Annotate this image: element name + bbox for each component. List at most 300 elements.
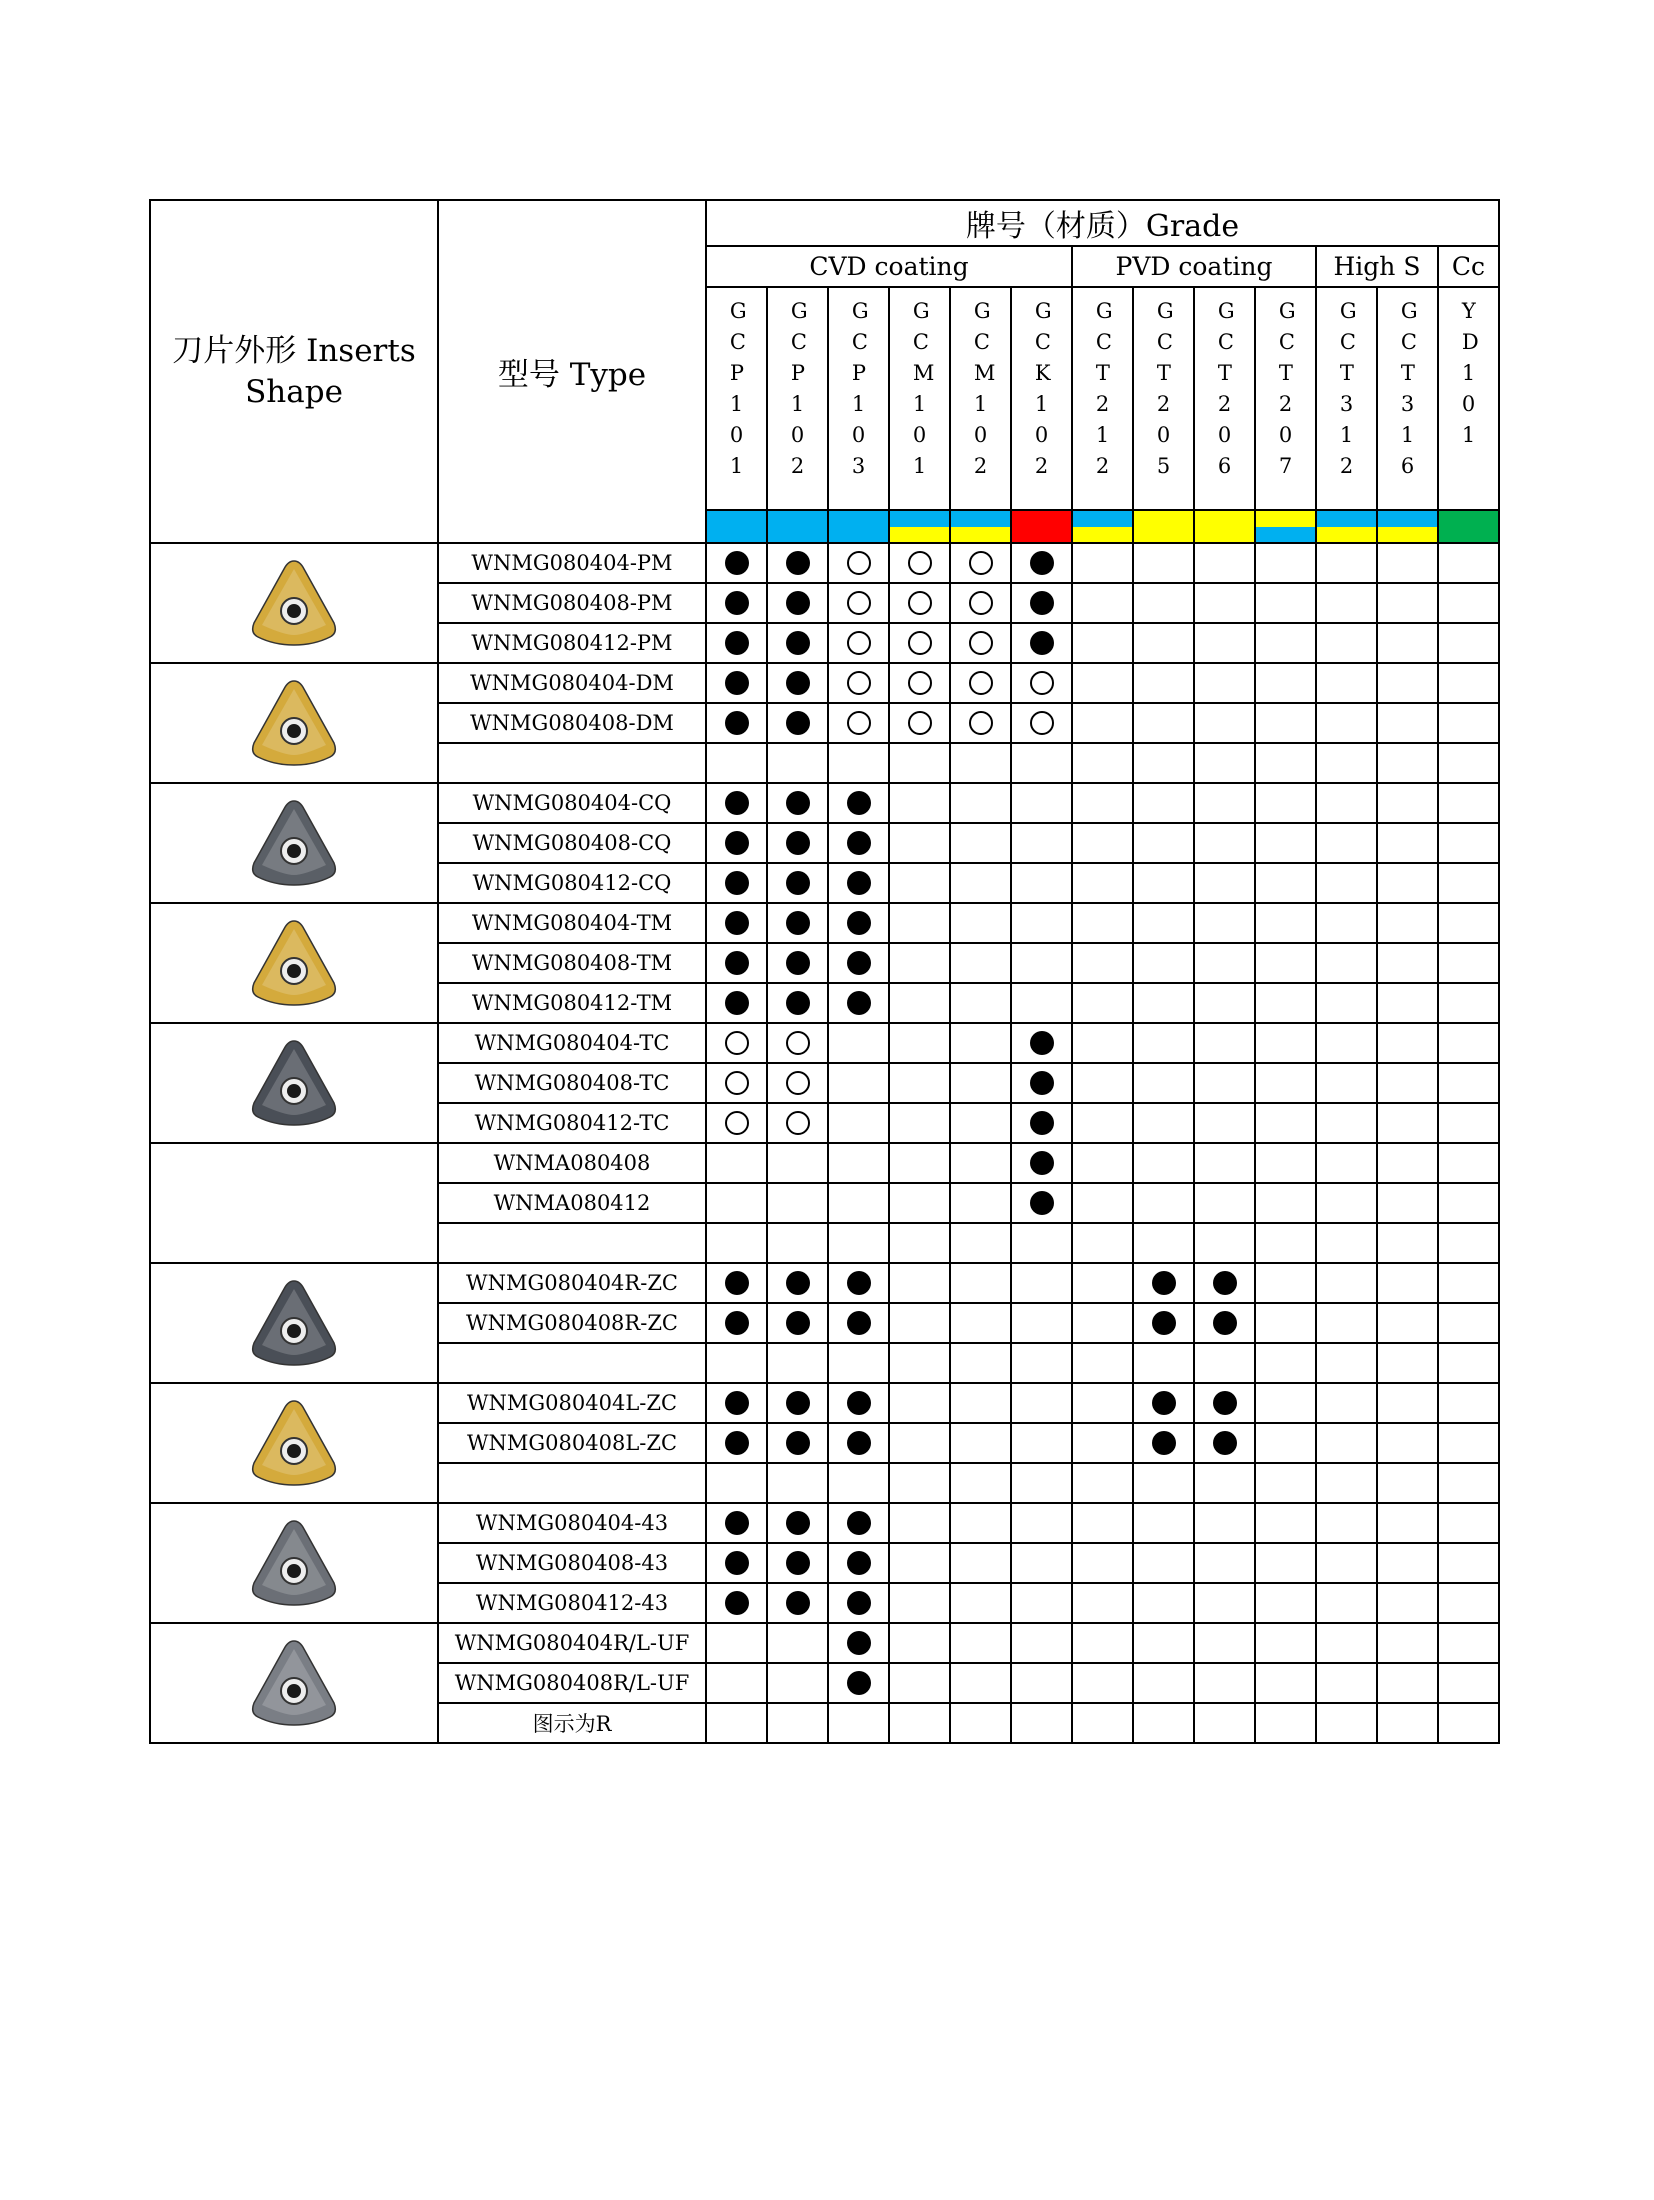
grade-mark-cell xyxy=(889,663,950,703)
recommended-dot-icon xyxy=(847,1511,871,1535)
grade-mark-cell xyxy=(950,1343,1011,1383)
applicable-circle-icon xyxy=(1030,671,1054,695)
grade-title-label: 牌号（材质）Grade xyxy=(965,209,1240,244)
recommended-dot-icon xyxy=(725,871,749,895)
recommended-dot-icon xyxy=(1213,1431,1237,1455)
grade-mark-cell xyxy=(1316,1063,1377,1103)
grade-mark-cell xyxy=(1072,1063,1133,1103)
grade-mark-cell xyxy=(950,1303,1011,1343)
grade-mark-cell xyxy=(767,1143,828,1183)
grade-mark-cell xyxy=(889,623,950,663)
grade-mark-cell xyxy=(1011,1303,1072,1343)
grade-mark-cell xyxy=(1194,1543,1255,1583)
grade-mark-cell xyxy=(1438,823,1499,863)
grade-mark-cell xyxy=(1438,1143,1499,1183)
recommended-dot-icon xyxy=(725,831,749,855)
grade-mark-cell xyxy=(1316,1103,1377,1143)
coating-group-header xyxy=(1316,246,1438,287)
insert-type-cell xyxy=(438,663,706,703)
grade-mark-cell xyxy=(1255,1383,1316,1423)
insert-type-cell xyxy=(438,1263,706,1303)
grade-mark-cell xyxy=(1072,1703,1133,1743)
recommended-dot-icon xyxy=(725,591,749,615)
grade-mark-cell xyxy=(767,1263,828,1303)
grade-code-gcp102 xyxy=(767,287,828,510)
recommended-dot-icon xyxy=(725,671,749,695)
grade-mark-cell xyxy=(1438,1583,1499,1623)
gray-insert-tc-icon xyxy=(244,1033,344,1133)
insert-type-label: WNMG080404R/L-UF xyxy=(454,1631,690,1655)
grade-mark-cell xyxy=(1316,823,1377,863)
grade-mark-cell xyxy=(828,1663,889,1703)
gray-insert-uf-icon xyxy=(244,1633,344,1733)
grade-mark-cell xyxy=(1377,1063,1438,1103)
grade-mark-cell xyxy=(1194,583,1255,623)
grade-mark-cell xyxy=(889,1703,950,1743)
grade-mark-cell xyxy=(889,1183,950,1223)
recommended-dot-icon xyxy=(1030,591,1054,615)
insert-type-cell xyxy=(438,1703,706,1743)
insert-type-label: 图示为R xyxy=(532,1712,612,1736)
recommended-dot-icon xyxy=(1152,1311,1176,1335)
grade-mark-cell xyxy=(767,543,828,583)
recommended-dot-icon xyxy=(725,1511,749,1535)
grade-mark-cell xyxy=(1194,1223,1255,1263)
grade-mark-cell xyxy=(889,983,950,1023)
insert-type-cell xyxy=(438,1663,706,1703)
recommended-dot-icon xyxy=(786,631,810,655)
grade-mark-cell xyxy=(1072,703,1133,743)
applicable-circle-icon xyxy=(847,551,871,575)
grade-mark-cell xyxy=(1377,1103,1438,1143)
grade-mark-cell xyxy=(706,1663,767,1703)
grade-mark-cell xyxy=(1316,1183,1377,1223)
grade-mark-cell xyxy=(1377,1023,1438,1063)
grade-mark-cell xyxy=(950,1023,1011,1063)
recommended-dot-icon xyxy=(1213,1271,1237,1295)
grade-mark-cell xyxy=(1133,1223,1194,1263)
grade-mark-cell xyxy=(767,743,828,783)
grade-mark-cell xyxy=(1377,743,1438,783)
grade-mark-cell xyxy=(1072,1423,1133,1463)
grade-mark-cell xyxy=(828,1423,889,1463)
grade-mark-cell xyxy=(828,623,889,663)
grade-mark-cell xyxy=(828,1143,889,1183)
grade-mark-cell xyxy=(1438,543,1499,583)
grade-mark-cell xyxy=(1377,823,1438,863)
insert-type-label: WNMG080408-TM xyxy=(471,951,673,975)
grade-mark-cell xyxy=(1255,703,1316,743)
table-row xyxy=(150,1383,1499,1423)
grade-mark-cell xyxy=(950,1383,1011,1423)
grade-mark-cell xyxy=(1255,1463,1316,1503)
grade-mark-cell xyxy=(1011,1543,1072,1583)
grade-mark-cell xyxy=(1316,1703,1377,1743)
grade-mark-cell xyxy=(950,1143,1011,1183)
recommended-dot-icon xyxy=(786,1391,810,1415)
grade-mark-cell xyxy=(950,583,1011,623)
grade-mark-cell xyxy=(950,983,1011,1023)
grade-color-stripe xyxy=(889,510,950,543)
grade-mark-cell xyxy=(767,1063,828,1103)
grade-mark-cell xyxy=(1072,823,1133,863)
grade-mark-cell xyxy=(1011,1503,1072,1543)
grade-mark-cell xyxy=(950,943,1011,983)
grade-mark-cell xyxy=(1255,743,1316,783)
insert-type-cell xyxy=(438,1623,706,1663)
grade-mark-cell xyxy=(828,1343,889,1383)
grade-mark-cell xyxy=(767,863,828,903)
coating-group-header xyxy=(1072,246,1316,287)
coating-group-header xyxy=(706,246,1072,287)
grade-mark-cell xyxy=(1438,743,1499,783)
grade-mark-cell xyxy=(1377,1383,1438,1423)
gray-insert-rzc-icon xyxy=(244,1273,344,1373)
table-row xyxy=(150,663,1499,703)
grade-mark-cell xyxy=(1133,743,1194,783)
grade-mark-cell xyxy=(1438,1063,1499,1103)
grade-mark-cell xyxy=(1133,623,1194,663)
grade-code-label: YD101 xyxy=(1461,299,1479,447)
grade-mark-cell xyxy=(1133,1303,1194,1343)
grade-mark-cell xyxy=(1133,703,1194,743)
insert-type-cell xyxy=(438,583,706,623)
grade-mark-cell xyxy=(950,743,1011,783)
grade-mark-cell xyxy=(1316,743,1377,783)
grade-code-label: GCT206 xyxy=(1217,299,1235,478)
grade-mark-cell xyxy=(889,1623,950,1663)
grade-mark-cell xyxy=(1011,1663,1072,1703)
grade-mark-cell xyxy=(1316,583,1377,623)
grade-mark-cell xyxy=(828,543,889,583)
grade-mark-cell xyxy=(1377,703,1438,743)
grade-mark-cell xyxy=(889,1423,950,1463)
grade-mark-cell xyxy=(828,1063,889,1103)
grade-mark-cell xyxy=(706,743,767,783)
grade-mark-cell xyxy=(1194,1343,1255,1383)
grade-mark-cell xyxy=(1255,583,1316,623)
grade-mark-cell xyxy=(1072,1663,1133,1703)
applicable-circle-icon xyxy=(969,671,993,695)
grade-mark-cell xyxy=(767,1023,828,1063)
table-row xyxy=(150,543,1499,583)
grade-mark-cell xyxy=(889,1263,950,1303)
recommended-dot-icon xyxy=(847,1311,871,1335)
insert-type-cell xyxy=(438,983,706,1023)
grade-mark-cell xyxy=(1133,1143,1194,1183)
table-row xyxy=(150,1623,1499,1663)
grade-mark-cell xyxy=(828,1623,889,1663)
recommended-dot-icon xyxy=(847,1631,871,1655)
recommended-dot-icon xyxy=(847,831,871,855)
grade-mark-cell xyxy=(950,1663,1011,1703)
insert-shape-cell xyxy=(150,543,438,663)
recommended-dot-icon xyxy=(847,1551,871,1575)
grade-mark-cell xyxy=(950,903,1011,943)
grade-color-stripe xyxy=(1011,510,1072,543)
gray-insert-cq-icon xyxy=(244,793,344,893)
recommended-dot-icon xyxy=(725,951,749,975)
applicable-circle-icon xyxy=(908,591,932,615)
grade-mark-cell xyxy=(1011,1703,1072,1743)
insert-type-cell xyxy=(438,1543,706,1583)
grade-mark-cell xyxy=(1194,1583,1255,1623)
grade-mark-cell xyxy=(767,1223,828,1263)
insert-type-cell xyxy=(438,1383,706,1423)
grade-mark-cell xyxy=(1377,1583,1438,1623)
insert-type-cell xyxy=(438,1583,706,1623)
recommended-dot-icon xyxy=(786,831,810,855)
table-row xyxy=(150,783,1499,823)
grade-mark-cell xyxy=(1255,1663,1316,1703)
grade-mark-cell xyxy=(889,1343,950,1383)
grade-code-label: GCT205 xyxy=(1156,299,1174,478)
grade-mark-cell xyxy=(1255,1063,1316,1103)
grade-mark-cell xyxy=(828,1463,889,1503)
grade-mark-cell xyxy=(1194,1063,1255,1103)
type-header xyxy=(438,200,706,543)
grade-color-stripe xyxy=(1377,510,1438,543)
grade-mark-cell xyxy=(1438,1343,1499,1383)
recommended-dot-icon xyxy=(847,791,871,815)
coating-group-header xyxy=(1438,246,1499,287)
grade-mark-cell xyxy=(706,1023,767,1063)
grade-mark-cell xyxy=(706,863,767,903)
recommended-dot-icon xyxy=(1030,1071,1054,1095)
grade-mark-cell xyxy=(1377,1703,1438,1743)
grade-mark-cell xyxy=(1194,663,1255,703)
recommended-dot-icon xyxy=(1030,551,1054,575)
grade-mark-cell xyxy=(1133,1703,1194,1743)
grade-mark-cell xyxy=(1011,1183,1072,1223)
insert-shape-cell xyxy=(150,1383,438,1503)
grade-mark-cell xyxy=(889,863,950,903)
grade-mark-cell xyxy=(1438,703,1499,743)
grade-mark-cell xyxy=(1316,1343,1377,1383)
recommended-dot-icon xyxy=(725,631,749,655)
grade-mark-cell xyxy=(1194,623,1255,663)
grade-mark-cell xyxy=(1133,1583,1194,1623)
recommended-dot-icon xyxy=(1152,1271,1176,1295)
gold-insert-pm-icon xyxy=(244,553,344,653)
grade-mark-cell xyxy=(767,983,828,1023)
grade-mark-cell xyxy=(1011,1343,1072,1383)
recommended-dot-icon xyxy=(725,791,749,815)
grade-mark-cell xyxy=(706,783,767,823)
grade-mark-cell xyxy=(1377,1543,1438,1583)
insert-type-cell xyxy=(438,1503,706,1543)
grade-mark-cell xyxy=(1072,983,1133,1023)
grade-color-stripe xyxy=(1438,510,1499,543)
grade-code-gck102 xyxy=(1011,287,1072,510)
grade-mark-cell xyxy=(1133,1623,1194,1663)
grade-title xyxy=(706,200,1499,246)
grade-color-stripe xyxy=(950,510,1011,543)
grade-mark-cell xyxy=(889,903,950,943)
grade-mark-cell xyxy=(1316,1503,1377,1543)
grade-mark-cell xyxy=(706,543,767,583)
grade-mark-cell xyxy=(828,1023,889,1063)
grade-mark-cell xyxy=(889,1143,950,1183)
recommended-dot-icon xyxy=(1213,1391,1237,1415)
grade-mark-cell xyxy=(950,1543,1011,1583)
grade-mark-cell xyxy=(1255,1223,1316,1263)
grade-code-gct206 xyxy=(1194,287,1255,510)
insert-type-cell xyxy=(438,863,706,903)
grade-mark-cell xyxy=(828,1543,889,1583)
grade-code-gct212 xyxy=(1072,287,1133,510)
grade-mark-cell xyxy=(1255,1263,1316,1303)
grade-mark-cell xyxy=(889,1543,950,1583)
grade-mark-cell xyxy=(1255,1543,1316,1583)
grade-mark-cell xyxy=(1133,583,1194,623)
grade-mark-cell xyxy=(767,623,828,663)
grade-mark-cell xyxy=(1438,863,1499,903)
insert-type-label: WNMG080408-TC xyxy=(474,1071,670,1095)
insert-type-cell xyxy=(438,1103,706,1143)
shape-header xyxy=(150,200,438,543)
grade-mark-cell xyxy=(1316,623,1377,663)
recommended-dot-icon xyxy=(1030,1191,1054,1215)
grade-mark-cell xyxy=(1316,1663,1377,1703)
insert-shape-cell xyxy=(150,1623,438,1743)
insert-shape-cell xyxy=(150,903,438,1023)
grade-mark-cell xyxy=(706,1503,767,1543)
insert-type-cell xyxy=(438,703,706,743)
grade-mark-cell xyxy=(1438,1303,1499,1343)
grade-code-gcp101 xyxy=(706,287,767,510)
grade-mark-cell xyxy=(1194,1383,1255,1423)
insert-type-label: WNMG080408-DM xyxy=(470,711,674,735)
grade-mark-cell xyxy=(828,743,889,783)
table-row xyxy=(150,903,1499,943)
recommended-dot-icon xyxy=(725,1311,749,1335)
grade-mark-cell xyxy=(828,1303,889,1343)
grade-mark-cell xyxy=(1194,1103,1255,1143)
insert-type-cell xyxy=(438,623,706,663)
grade-mark-cell xyxy=(1072,743,1133,783)
grade-mark-cell xyxy=(1133,543,1194,583)
grade-mark-cell xyxy=(706,943,767,983)
grade-mark-cell xyxy=(706,823,767,863)
coating-group-label: PVD coating xyxy=(1115,252,1273,281)
grade-mark-cell xyxy=(1011,1423,1072,1463)
grade-mark-cell xyxy=(1255,943,1316,983)
grade-mark-cell xyxy=(706,1623,767,1663)
grade-mark-cell xyxy=(1133,663,1194,703)
grade-mark-cell xyxy=(950,1223,1011,1263)
grade-mark-cell xyxy=(889,703,950,743)
grade-mark-cell xyxy=(1133,783,1194,823)
grade-mark-cell xyxy=(1316,983,1377,1023)
grade-mark-cell xyxy=(1255,783,1316,823)
insert-type-label: WNMG080404R-ZC xyxy=(466,1271,678,1295)
grade-code-yd101 xyxy=(1438,287,1499,510)
grade-mark-cell xyxy=(1133,1023,1194,1063)
grade-mark-cell xyxy=(1011,1023,1072,1063)
grade-mark-cell xyxy=(706,1543,767,1583)
insert-type-label: WNMG080404-43 xyxy=(475,1511,669,1535)
insert-type-label: WNMG080412-43 xyxy=(475,1591,669,1615)
table-row xyxy=(150,1263,1499,1303)
grade-mark-cell xyxy=(706,1183,767,1223)
grade-mark-cell xyxy=(1377,1143,1438,1183)
grade-mark-cell xyxy=(828,943,889,983)
grade-mark-cell xyxy=(1072,903,1133,943)
recommended-dot-icon xyxy=(725,991,749,1015)
grade-mark-cell xyxy=(1011,743,1072,783)
grade-mark-cell xyxy=(1194,863,1255,903)
grade-mark-cell xyxy=(1011,1263,1072,1303)
grade-mark-cell xyxy=(1377,663,1438,703)
grade-mark-cell xyxy=(1255,903,1316,943)
grade-color-stripe xyxy=(1072,510,1133,543)
grade-mark-cell xyxy=(1438,1463,1499,1503)
grade-mark-cell xyxy=(767,1303,828,1343)
coating-group-label: High S xyxy=(1333,252,1421,281)
grade-mark-cell xyxy=(889,1463,950,1503)
grade-mark-cell xyxy=(1072,1583,1133,1623)
grade-mark-cell xyxy=(1011,783,1072,823)
grade-mark-cell xyxy=(950,1503,1011,1543)
grade-code-label: GCM102 xyxy=(973,299,996,478)
grade-table xyxy=(149,199,1500,1744)
grade-mark-cell xyxy=(706,1103,767,1143)
grade-mark-cell xyxy=(1072,1343,1133,1383)
grade-mark-cell xyxy=(1011,1063,1072,1103)
grade-mark-cell xyxy=(889,1223,950,1263)
recommended-dot-icon xyxy=(786,1591,810,1615)
grade-mark-cell xyxy=(889,1663,950,1703)
grade-mark-cell xyxy=(1011,943,1072,983)
recommended-dot-icon xyxy=(1030,1111,1054,1135)
grade-mark-cell xyxy=(706,903,767,943)
grade-mark-cell xyxy=(1377,1183,1438,1223)
grade-mark-cell xyxy=(1011,543,1072,583)
grade-mark-cell xyxy=(889,1383,950,1423)
grade-mark-cell xyxy=(889,1023,950,1063)
grade-mark-cell xyxy=(889,823,950,863)
grade-mark-cell xyxy=(1316,903,1377,943)
insert-shape-cell xyxy=(150,663,438,783)
gray-insert-43-icon xyxy=(244,1513,344,1613)
recommended-dot-icon xyxy=(847,1271,871,1295)
insert-type-cell xyxy=(438,1223,706,1263)
recommended-dot-icon xyxy=(847,1431,871,1455)
grade-mark-cell xyxy=(1072,863,1133,903)
grade-mark-cell xyxy=(1377,1223,1438,1263)
grade-mark-cell xyxy=(1072,1383,1133,1423)
insert-type-cell xyxy=(438,1023,706,1063)
applicable-circle-icon xyxy=(908,671,932,695)
applicable-circle-icon xyxy=(786,1111,810,1135)
recommended-dot-icon xyxy=(725,1431,749,1455)
recommended-dot-icon xyxy=(725,1551,749,1575)
grade-mark-cell xyxy=(1255,1183,1316,1223)
gold-insert-lzc-icon xyxy=(244,1393,344,1493)
insert-type-label: WNMG080408-43 xyxy=(475,1551,669,1575)
recommended-dot-icon xyxy=(786,1311,810,1335)
grade-mark-cell xyxy=(1133,863,1194,903)
grade-mark-cell xyxy=(1377,1303,1438,1343)
recommended-dot-icon xyxy=(847,991,871,1015)
grade-mark-cell xyxy=(1316,1223,1377,1263)
recommended-dot-icon xyxy=(1030,631,1054,655)
insert-type-label: WNMG080412-PM xyxy=(471,631,673,655)
insert-type-cell xyxy=(438,943,706,983)
grade-mark-cell xyxy=(1438,1623,1499,1663)
grade-mark-cell xyxy=(1377,983,1438,1023)
